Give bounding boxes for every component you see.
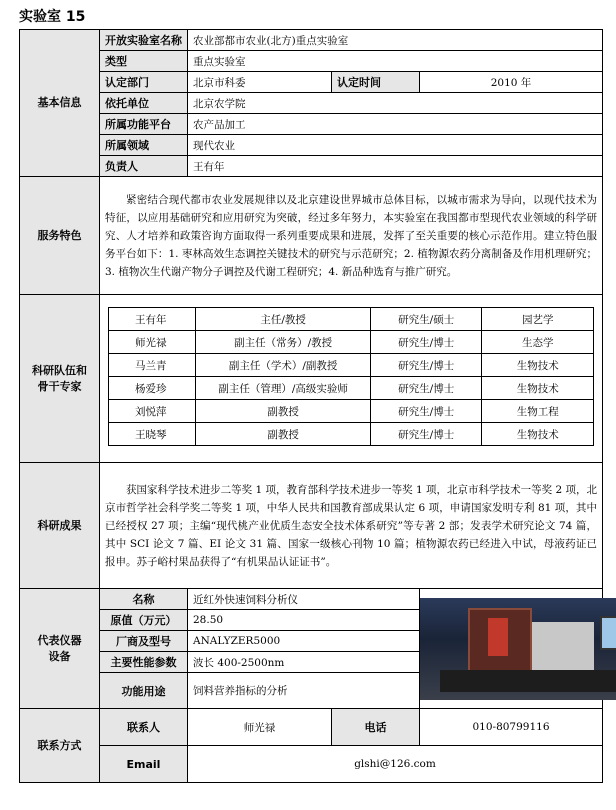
time-label: 认定时间: [332, 72, 420, 93]
type-label: 类型: [100, 51, 188, 72]
table-row: [109, 423, 594, 446]
member-field: 生物工程: [482, 400, 594, 423]
table-row: [109, 377, 594, 400]
table-row: [109, 400, 594, 423]
price-label: 原值（万元）: [100, 610, 188, 631]
section-basic-info: 基本信息: [20, 30, 100, 177]
section-features: 服务特色: [20, 177, 100, 295]
member-title: 副教授: [196, 400, 371, 423]
member-name: 王有年: [109, 308, 196, 331]
price-value: 28.50: [188, 610, 420, 631]
member-degree: 研究生/博士: [370, 354, 482, 377]
instrument-name-value: 近红外快速饲料分析仪: [188, 589, 420, 610]
field-value: 现代农业: [188, 135, 603, 156]
phone-value: 010-80799116: [420, 709, 603, 746]
phone-label: 电话: [332, 709, 420, 746]
member-name: 师光禄: [109, 331, 196, 354]
email-value: glshi@126.com: [188, 746, 603, 783]
table-row: [109, 308, 594, 331]
section-team: [20, 295, 100, 463]
lab-info-table: [19, 29, 603, 783]
model-value: ANALYZER5000: [188, 631, 420, 652]
instrument-photo-cell: [420, 589, 603, 709]
member-degree: 研究生/博士: [370, 423, 482, 446]
member-title: 副主任（常务）/教授: [196, 331, 371, 354]
section-instrument: [20, 589, 100, 709]
team-section-line2: 骨干专家: [37, 379, 82, 393]
lab-name-value: 农业部都市农业(北方)重点实验室: [188, 30, 603, 51]
member-degree: 研究生/硕士: [370, 308, 482, 331]
platform-label: 所属功能平台: [100, 114, 188, 135]
team-section-line1: 科研队伍和: [32, 363, 87, 377]
member-field: 生物技术: [482, 377, 594, 400]
org-value: 北京农学院: [188, 93, 603, 114]
member-title: 副主任（管理）/高级实验师: [196, 377, 371, 400]
member-field: 园艺学: [482, 308, 594, 331]
instrument-section-line2: 设备: [48, 649, 71, 663]
function-label: 功能用途: [100, 673, 188, 709]
contact-person-label: 联系人: [100, 709, 188, 746]
page-title: 实验室 15: [19, 9, 86, 25]
head-value: 王有年: [188, 156, 603, 177]
instrument-section-line1: 代表仪器: [37, 633, 82, 647]
member-field: 生物技术: [482, 423, 594, 446]
member-degree: 研究生/博士: [370, 377, 482, 400]
contact-person-value: 师光禄: [188, 709, 332, 746]
member-name: 马兰青: [109, 354, 196, 377]
email-label: Email: [100, 746, 188, 783]
function-value: 饲料营养指标的分析: [188, 673, 420, 709]
team-cell: [100, 295, 603, 463]
team-table: [108, 307, 594, 446]
lab-name-label: 开放实验室名称: [100, 30, 188, 51]
table-row: [109, 354, 594, 377]
member-degree: 研究生/博士: [370, 331, 482, 354]
instrument-name-label: 名称: [100, 589, 188, 610]
performance-label: 主要性能参数: [100, 652, 188, 673]
platform-value: 农产品加工: [188, 114, 603, 135]
field-label: 所属领域: [100, 135, 188, 156]
time-value: 2010 年: [420, 72, 603, 93]
table-row: [109, 331, 594, 354]
member-title: 副教授: [196, 423, 371, 446]
type-value: 重点实验室: [188, 51, 603, 72]
member-degree: 研究生/博士: [370, 400, 482, 423]
model-label: 厂商及型号: [100, 631, 188, 652]
features-text: 紧密结合现代都市农业发展规律以及北京建设世界城市总体目标，以城市需求为导向，以现代技术为特征，以应用基础研究和应用研究为突破，经过多年努力，本实验室在我国都市型现代农业领域的科学研究、人才培养和政策咨询方面取得一系列重要成果和进展，发挥了至关重要的核心示范作用。建立特色服务平台如下：1. 枣林高效生态调控关键技术的研究与示范研究；2. 植物源农药分离制备及作用机理研究；3. 植物次生代谢产物分子调控及代谢工程研究；4. 新品种选育与推广研究。: [100, 177, 603, 295]
member-name: 王晓琴: [109, 423, 196, 446]
member-title: 副主任（学术）/副教授: [196, 354, 371, 377]
member-name: 杨爱珍: [109, 377, 196, 400]
section-contact: 联系方式: [20, 709, 100, 783]
results-text: 获国家科学技术进步二等奖 1 项，教育部科学技术进步一等奖 1 项，北京市科学技术一等奖 2 项，北京市哲学社会科学奖二等奖 1 项，中华人民共和国教育部成果认定 6 项，申请国家发明专利 81 项，其中已经授权 27 项；主编“现代桃产业优质生态安全技术体系研究”等专著 2 部；发表学术研究论文 74 篇，其中 SCI 论文 7 篇、EI 论文 31 篇、国家一级核心刊物 10 篇；植物源农药已经进入中试，母液药证已报申。苏子峪村果品获得了“有机果品认证证书”。: [100, 463, 603, 589]
member-field: 生态学: [482, 331, 594, 354]
head-label: 负责人: [100, 156, 188, 177]
performance-value: 波长 400-2500nm: [188, 652, 420, 673]
section-results: 科研成果: [20, 463, 100, 589]
instrument-photo: [420, 598, 616, 700]
org-label: 依托单位: [100, 93, 188, 114]
dept-value: 北京市科委: [188, 72, 332, 93]
dept-label: 认定部门: [100, 72, 188, 93]
member-name: 刘悦萍: [109, 400, 196, 423]
member-title: 主任/教授: [196, 308, 371, 331]
member-field: 生物技术: [482, 354, 594, 377]
